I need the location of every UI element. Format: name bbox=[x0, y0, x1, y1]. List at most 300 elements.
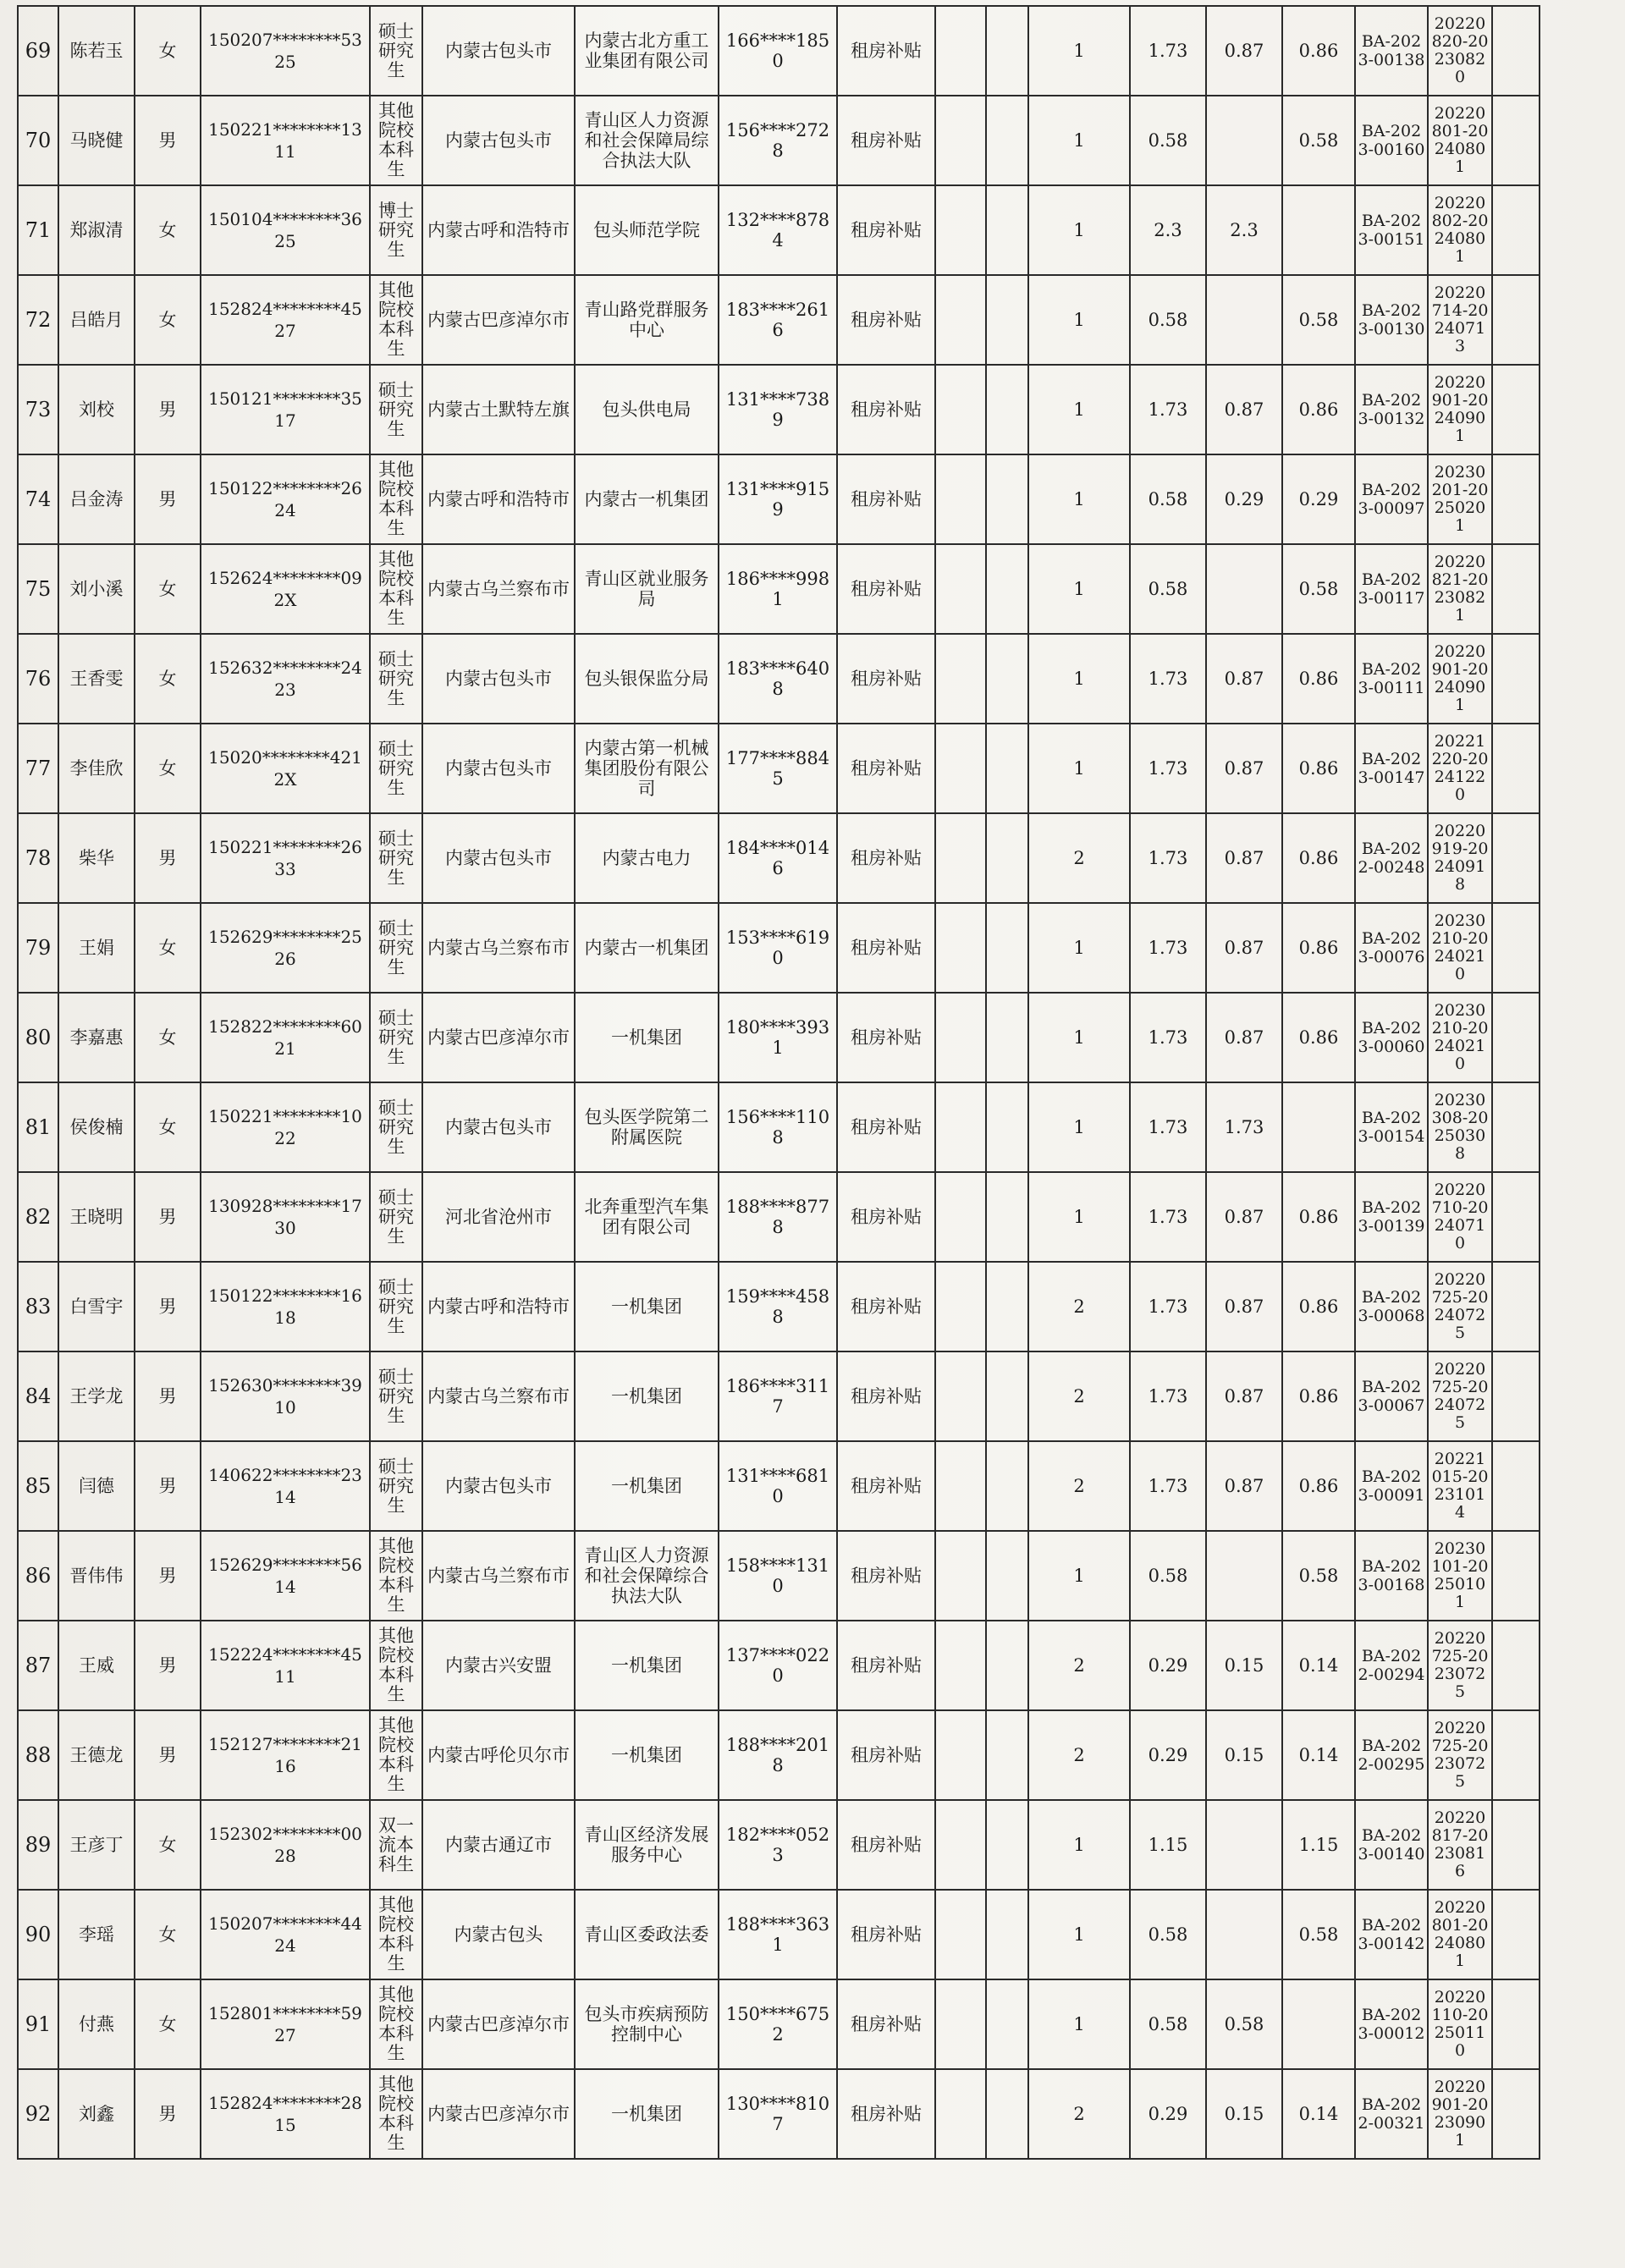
employer: 一机集团 bbox=[575, 993, 719, 1082]
blank-cell bbox=[935, 2069, 986, 2159]
employer: 青山区就业服务局 bbox=[575, 544, 719, 634]
employer: 包头市疾病预防控制中心 bbox=[575, 1979, 719, 2069]
blank-cell bbox=[935, 6, 986, 96]
subsidy-type: 租房补贴 bbox=[837, 96, 935, 185]
employer: 一机集团 bbox=[575, 1262, 719, 1351]
amount-first: 0.87 bbox=[1206, 1441, 1282, 1531]
phone-number: 131****6810 bbox=[719, 1441, 837, 1531]
applicant-name: 王晓明 bbox=[58, 1172, 135, 1262]
phone-number: 153****6190 bbox=[719, 903, 837, 993]
blank-cell bbox=[986, 1890, 1028, 1979]
employer: 青山区人力资源和社会保障综合执法大队 bbox=[575, 1531, 719, 1621]
total-amount: 1.73 bbox=[1130, 1172, 1206, 1262]
record-number: BA-2023-00111 bbox=[1355, 634, 1428, 724]
amount-first bbox=[1206, 1800, 1282, 1890]
subsidy-type: 租房补贴 bbox=[837, 1082, 935, 1172]
subsidy-type: 租房补贴 bbox=[837, 185, 935, 275]
blank-cell bbox=[935, 1441, 986, 1531]
total-amount: 1.73 bbox=[1130, 1351, 1206, 1441]
blank-cell bbox=[935, 185, 986, 275]
gender: 女 bbox=[135, 1979, 201, 2069]
subsidy-period: 20221220-20241220 bbox=[1428, 724, 1492, 813]
record-number: BA-2023-00067 bbox=[1355, 1351, 1428, 1441]
phone-number: 166****1850 bbox=[719, 6, 837, 96]
subsidy-period: 20220710-20240710 bbox=[1428, 1172, 1492, 1262]
blank-cell bbox=[1492, 993, 1540, 1082]
amount-second: 0.58 bbox=[1282, 1890, 1355, 1979]
employer: 包头供电局 bbox=[575, 365, 719, 454]
total-amount: 1.73 bbox=[1130, 1441, 1206, 1531]
phone-number: 159****4588 bbox=[719, 1262, 837, 1351]
table-row bbox=[18, 993, 1540, 1082]
amount-first: 0.58 bbox=[1206, 1979, 1282, 2069]
record-number: BA-2022-00294 bbox=[1355, 1621, 1428, 1710]
record-number: BA-2023-00154 bbox=[1355, 1082, 1428, 1172]
place-of-origin: 内蒙古包头市 bbox=[422, 96, 575, 185]
row-number: 75 bbox=[18, 544, 58, 634]
application-count: 2 bbox=[1028, 1621, 1130, 1710]
application-count: 1 bbox=[1028, 1979, 1130, 2069]
total-amount: 1.73 bbox=[1130, 6, 1206, 96]
total-amount: 1.73 bbox=[1130, 724, 1206, 813]
applicant-name: 王威 bbox=[58, 1621, 135, 1710]
subsidy-table bbox=[17, 5, 1540, 2160]
blank-cell bbox=[986, 454, 1028, 544]
row-number: 89 bbox=[18, 1800, 58, 1890]
blank-cell bbox=[1492, 1890, 1540, 1979]
application-count: 1 bbox=[1028, 6, 1130, 96]
blank-cell bbox=[935, 1172, 986, 1262]
blank-cell bbox=[1492, 6, 1540, 96]
amount-first: 0.87 bbox=[1206, 813, 1282, 903]
total-amount: 0.58 bbox=[1130, 544, 1206, 634]
employer: 一机集团 bbox=[575, 1441, 719, 1531]
education-level: 其他院校本科生 bbox=[370, 454, 422, 544]
amount-second bbox=[1282, 1082, 1355, 1172]
record-number: BA-2023-00117 bbox=[1355, 544, 1428, 634]
education-level: 其他院校本科生 bbox=[370, 275, 422, 365]
amount-second: 0.14 bbox=[1282, 1710, 1355, 1800]
id-number: 150207********4424 bbox=[201, 1890, 370, 1979]
phone-number: 177****8845 bbox=[719, 724, 837, 813]
applicant-name: 陈若玉 bbox=[58, 6, 135, 96]
gender: 男 bbox=[135, 1172, 201, 1262]
blank-cell bbox=[1492, 724, 1540, 813]
education-level: 其他院校本科生 bbox=[370, 1710, 422, 1800]
gender: 男 bbox=[135, 1531, 201, 1621]
blank-cell bbox=[935, 634, 986, 724]
row-number: 72 bbox=[18, 275, 58, 365]
total-amount: 0.29 bbox=[1130, 2069, 1206, 2159]
gender: 男 bbox=[135, 1441, 201, 1531]
blank-cell bbox=[986, 2069, 1028, 2159]
education-level: 硕士研究生 bbox=[370, 1082, 422, 1172]
education-level: 硕士研究生 bbox=[370, 6, 422, 96]
subsidy-type: 租房补贴 bbox=[837, 1441, 935, 1531]
application-count: 1 bbox=[1028, 275, 1130, 365]
blank-cell bbox=[986, 634, 1028, 724]
total-amount: 1.73 bbox=[1130, 1082, 1206, 1172]
total-amount: 1.15 bbox=[1130, 1800, 1206, 1890]
record-number: BA-2022-00295 bbox=[1355, 1710, 1428, 1800]
phone-number: 132****8784 bbox=[719, 185, 837, 275]
id-number: 150207********5325 bbox=[201, 6, 370, 96]
education-level: 双一流本科生 bbox=[370, 1800, 422, 1890]
education-level: 硕士研究生 bbox=[370, 1351, 422, 1441]
employer: 内蒙古一机集团 bbox=[575, 903, 719, 993]
application-count: 1 bbox=[1028, 185, 1130, 275]
phone-number: 156****2728 bbox=[719, 96, 837, 185]
table-body bbox=[18, 6, 1540, 2159]
subsidy-period: 20230308-20250308 bbox=[1428, 1082, 1492, 1172]
id-number: 152824********4527 bbox=[201, 275, 370, 365]
application-count: 1 bbox=[1028, 96, 1130, 185]
id-number: 150104********3625 bbox=[201, 185, 370, 275]
place-of-origin: 内蒙古包头市 bbox=[422, 1441, 575, 1531]
blank-cell bbox=[935, 544, 986, 634]
blank-cell bbox=[1492, 1800, 1540, 1890]
blank-cell bbox=[935, 275, 986, 365]
education-level: 其他院校本科生 bbox=[370, 544, 422, 634]
blank-cell bbox=[986, 1351, 1028, 1441]
subsidy-period: 20230210-20240210 bbox=[1428, 993, 1492, 1082]
id-number: 152629********2526 bbox=[201, 903, 370, 993]
id-number: 15020********4212X bbox=[201, 724, 370, 813]
subsidy-period: 20230201-20250201 bbox=[1428, 454, 1492, 544]
record-number: BA-2023-00012 bbox=[1355, 1979, 1428, 2069]
amount-first bbox=[1206, 96, 1282, 185]
amount-second: 0.86 bbox=[1282, 1262, 1355, 1351]
amount-first: 0.87 bbox=[1206, 365, 1282, 454]
gender: 女 bbox=[135, 993, 201, 1082]
amount-first bbox=[1206, 1890, 1282, 1979]
amount-first bbox=[1206, 1531, 1282, 1621]
subsidy-type: 租房补贴 bbox=[837, 1710, 935, 1800]
blank-cell bbox=[986, 903, 1028, 993]
row-number: 78 bbox=[18, 813, 58, 903]
employer: 包头师范学院 bbox=[575, 185, 719, 275]
employer: 包头医学院第二附属医院 bbox=[575, 1082, 719, 1172]
subsidy-type: 租房补贴 bbox=[837, 1800, 935, 1890]
application-count: 2 bbox=[1028, 1441, 1130, 1531]
table-row bbox=[18, 1172, 1540, 1262]
applicant-name: 吕金涛 bbox=[58, 454, 135, 544]
record-number: BA-2023-00138 bbox=[1355, 6, 1428, 96]
phone-number: 130****8107 bbox=[719, 2069, 837, 2159]
application-count: 1 bbox=[1028, 903, 1130, 993]
gender: 女 bbox=[135, 185, 201, 275]
record-number: BA-2023-00147 bbox=[1355, 724, 1428, 813]
blank-cell bbox=[986, 6, 1028, 96]
phone-number: 188****8778 bbox=[719, 1172, 837, 1262]
blank-cell bbox=[986, 544, 1028, 634]
employer: 内蒙古第一机械集团股份有限公司 bbox=[575, 724, 719, 813]
id-number: 152632********2423 bbox=[201, 634, 370, 724]
applicant-name: 李佳欣 bbox=[58, 724, 135, 813]
blank-cell bbox=[935, 903, 986, 993]
blank-cell bbox=[986, 1621, 1028, 1710]
blank-cell bbox=[1492, 903, 1540, 993]
amount-second: 0.86 bbox=[1282, 1441, 1355, 1531]
applicant-name: 王学龙 bbox=[58, 1351, 135, 1441]
record-number: BA-2023-00160 bbox=[1355, 96, 1428, 185]
total-amount: 0.29 bbox=[1130, 1621, 1206, 1710]
table-row bbox=[18, 1082, 1540, 1172]
gender: 女 bbox=[135, 1800, 201, 1890]
table-row bbox=[18, 1890, 1540, 1979]
application-count: 1 bbox=[1028, 1531, 1130, 1621]
blank-cell bbox=[986, 1710, 1028, 1800]
amount-first: 0.15 bbox=[1206, 1710, 1282, 1800]
table-row bbox=[18, 1531, 1540, 1621]
blank-cell bbox=[935, 813, 986, 903]
gender: 女 bbox=[135, 275, 201, 365]
subsidy-period: 20220802-20240801 bbox=[1428, 185, 1492, 275]
blank-cell bbox=[986, 1172, 1028, 1262]
amount-second: 0.86 bbox=[1282, 724, 1355, 813]
gender: 男 bbox=[135, 454, 201, 544]
amount-second: 0.86 bbox=[1282, 1172, 1355, 1262]
blank-cell bbox=[986, 96, 1028, 185]
phone-number: 186****3117 bbox=[719, 1351, 837, 1441]
applicant-name: 刘小溪 bbox=[58, 544, 135, 634]
subsidy-period: 20220725-20240725 bbox=[1428, 1262, 1492, 1351]
amount-second: 0.58 bbox=[1282, 1531, 1355, 1621]
place-of-origin: 内蒙古包头市 bbox=[422, 634, 575, 724]
total-amount: 2.3 bbox=[1130, 185, 1206, 275]
applicant-name: 郑淑清 bbox=[58, 185, 135, 275]
application-count: 1 bbox=[1028, 365, 1130, 454]
table-row bbox=[18, 903, 1540, 993]
row-number: 69 bbox=[18, 6, 58, 96]
amount-second: 0.86 bbox=[1282, 993, 1355, 1082]
record-number: BA-2023-00151 bbox=[1355, 185, 1428, 275]
phone-number: 186****9981 bbox=[719, 544, 837, 634]
table-row bbox=[18, 1800, 1540, 1890]
place-of-origin: 内蒙古兴安盟 bbox=[422, 1621, 575, 1710]
blank-cell bbox=[1492, 1710, 1540, 1800]
phone-number: 156****1108 bbox=[719, 1082, 837, 1172]
record-number: BA-2023-00139 bbox=[1355, 1172, 1428, 1262]
amount-first bbox=[1206, 544, 1282, 634]
education-level: 硕士研究生 bbox=[370, 813, 422, 903]
gender: 男 bbox=[135, 2069, 201, 2159]
education-level: 博士研究生 bbox=[370, 185, 422, 275]
employer: 青山区经济发展服务中心 bbox=[575, 1800, 719, 1890]
employer: 内蒙古电力 bbox=[575, 813, 719, 903]
subsidy-type: 租房补贴 bbox=[837, 275, 935, 365]
table-row bbox=[18, 1710, 1540, 1800]
education-level: 其他院校本科生 bbox=[370, 2069, 422, 2159]
phone-number: 182****0523 bbox=[719, 1800, 837, 1890]
subsidy-period: 20230101-20250101 bbox=[1428, 1531, 1492, 1621]
table-row bbox=[18, 1441, 1540, 1531]
row-number: 74 bbox=[18, 454, 58, 544]
total-amount: 0.58 bbox=[1130, 96, 1206, 185]
applicant-name: 白雪宇 bbox=[58, 1262, 135, 1351]
amount-first: 2.3 bbox=[1206, 185, 1282, 275]
total-amount: 1.73 bbox=[1130, 813, 1206, 903]
applicant-name: 侯俊楠 bbox=[58, 1082, 135, 1172]
row-number: 83 bbox=[18, 1262, 58, 1351]
education-level: 硕士研究生 bbox=[370, 903, 422, 993]
id-number: 152630********3910 bbox=[201, 1351, 370, 1441]
record-number: BA-2023-00068 bbox=[1355, 1262, 1428, 1351]
blank-cell bbox=[1492, 1082, 1540, 1172]
education-level: 其他院校本科生 bbox=[370, 1531, 422, 1621]
applicant-name: 王德龙 bbox=[58, 1710, 135, 1800]
blank-cell bbox=[1492, 1979, 1540, 2069]
subsidy-type: 租房补贴 bbox=[837, 365, 935, 454]
amount-second: 0.86 bbox=[1282, 365, 1355, 454]
employer: 一机集团 bbox=[575, 1351, 719, 1441]
subsidy-type: 租房补贴 bbox=[837, 1531, 935, 1621]
blank-cell bbox=[1492, 1262, 1540, 1351]
record-number: BA-2023-00060 bbox=[1355, 993, 1428, 1082]
education-level: 其他院校本科生 bbox=[370, 1890, 422, 1979]
blank-cell bbox=[1492, 365, 1540, 454]
id-number: 152224********4511 bbox=[201, 1621, 370, 1710]
place-of-origin: 河北省沧州市 bbox=[422, 1172, 575, 1262]
application-count: 1 bbox=[1028, 993, 1130, 1082]
gender: 女 bbox=[135, 6, 201, 96]
education-level: 其他院校本科生 bbox=[370, 96, 422, 185]
subsidy-period: 20230210-20240210 bbox=[1428, 903, 1492, 993]
id-number: 152127********2116 bbox=[201, 1710, 370, 1800]
blank-cell bbox=[986, 1531, 1028, 1621]
place-of-origin: 内蒙古巴彦淖尔市 bbox=[422, 275, 575, 365]
subsidy-period: 20220919-20240918 bbox=[1428, 813, 1492, 903]
applicant-name: 晋伟伟 bbox=[58, 1531, 135, 1621]
place-of-origin: 内蒙古巴彦淖尔市 bbox=[422, 993, 575, 1082]
amount-first: 0.87 bbox=[1206, 6, 1282, 96]
gender: 女 bbox=[135, 903, 201, 993]
blank-cell bbox=[986, 185, 1028, 275]
table-row bbox=[18, 1621, 1540, 1710]
id-number: 150221********1022 bbox=[201, 1082, 370, 1172]
application-count: 1 bbox=[1028, 454, 1130, 544]
subsidy-period: 20221015-20231014 bbox=[1428, 1441, 1492, 1531]
applicant-name: 吕皓月 bbox=[58, 275, 135, 365]
blank-cell bbox=[1492, 185, 1540, 275]
id-number: 152824********2815 bbox=[201, 2069, 370, 2159]
employer: 青山路党群服务中心 bbox=[575, 275, 719, 365]
row-number: 90 bbox=[18, 1890, 58, 1979]
blank-cell bbox=[935, 96, 986, 185]
total-amount: 0.58 bbox=[1130, 1890, 1206, 1979]
id-number: 152629********5614 bbox=[201, 1531, 370, 1621]
subsidy-type: 租房补贴 bbox=[837, 1172, 935, 1262]
row-number: 71 bbox=[18, 185, 58, 275]
amount-first: 0.87 bbox=[1206, 903, 1282, 993]
applicant-name: 付燕 bbox=[58, 1979, 135, 2069]
amount-second: 0.86 bbox=[1282, 813, 1355, 903]
applicant-name: 马晓健 bbox=[58, 96, 135, 185]
applicant-name: 李瑶 bbox=[58, 1890, 135, 1979]
gender: 男 bbox=[135, 1351, 201, 1441]
place-of-origin: 内蒙古呼和浩特市 bbox=[422, 185, 575, 275]
education-level: 硕士研究生 bbox=[370, 634, 422, 724]
employer: 一机集团 bbox=[575, 1710, 719, 1800]
education-level: 其他院校本科生 bbox=[370, 1979, 422, 2069]
blank-cell bbox=[1492, 1621, 1540, 1710]
place-of-origin: 内蒙古巴彦淖尔市 bbox=[422, 1979, 575, 2069]
amount-first: 0.87 bbox=[1206, 634, 1282, 724]
gender: 男 bbox=[135, 813, 201, 903]
id-number: 150122********2624 bbox=[201, 454, 370, 544]
gender: 男 bbox=[135, 365, 201, 454]
row-number: 92 bbox=[18, 2069, 58, 2159]
amount-second bbox=[1282, 1979, 1355, 2069]
blank-cell bbox=[1492, 1172, 1540, 1262]
amount-first: 0.15 bbox=[1206, 1621, 1282, 1710]
record-number: BA-2023-00091 bbox=[1355, 1441, 1428, 1531]
amount-second: 1.15 bbox=[1282, 1800, 1355, 1890]
subsidy-type: 租房补贴 bbox=[837, 1621, 935, 1710]
subsidy-type: 租房补贴 bbox=[837, 903, 935, 993]
applicant-name: 柴华 bbox=[58, 813, 135, 903]
place-of-origin: 内蒙古巴彦淖尔市 bbox=[422, 2069, 575, 2159]
blank-cell bbox=[935, 1531, 986, 1621]
employer: 包头银保监分局 bbox=[575, 634, 719, 724]
phone-number: 131****9159 bbox=[719, 454, 837, 544]
id-number: 150121********3517 bbox=[201, 365, 370, 454]
blank-cell bbox=[935, 1082, 986, 1172]
gender: 女 bbox=[135, 634, 201, 724]
subsidy-period: 20220820-20230820 bbox=[1428, 6, 1492, 96]
record-number: BA-2023-00132 bbox=[1355, 365, 1428, 454]
row-number: 84 bbox=[18, 1351, 58, 1441]
amount-first: 0.87 bbox=[1206, 724, 1282, 813]
place-of-origin: 内蒙古乌兰察布市 bbox=[422, 544, 575, 634]
total-amount: 1.73 bbox=[1130, 1262, 1206, 1351]
application-count: 1 bbox=[1028, 1800, 1130, 1890]
subsidy-type: 租房补贴 bbox=[837, 634, 935, 724]
total-amount: 0.58 bbox=[1130, 275, 1206, 365]
place-of-origin: 内蒙古呼伦贝尔市 bbox=[422, 1710, 575, 1800]
gender: 女 bbox=[135, 544, 201, 634]
place-of-origin: 内蒙古包头市 bbox=[422, 6, 575, 96]
subsidy-period: 20220817-20230816 bbox=[1428, 1800, 1492, 1890]
education-level: 硕士研究生 bbox=[370, 724, 422, 813]
amount-second: 0.86 bbox=[1282, 634, 1355, 724]
blank-cell bbox=[935, 1621, 986, 1710]
education-level: 硕士研究生 bbox=[370, 365, 422, 454]
record-number: BA-2023-00076 bbox=[1355, 903, 1428, 993]
place-of-origin: 内蒙古乌兰察布市 bbox=[422, 1531, 575, 1621]
blank-cell bbox=[1492, 1531, 1540, 1621]
employer: 青山区人力资源和社会保障局综合执法大队 bbox=[575, 96, 719, 185]
row-number: 80 bbox=[18, 993, 58, 1082]
total-amount: 0.29 bbox=[1130, 1710, 1206, 1800]
amount-second: 0.14 bbox=[1282, 2069, 1355, 2159]
gender: 女 bbox=[135, 1890, 201, 1979]
row-number: 86 bbox=[18, 1531, 58, 1621]
row-number: 70 bbox=[18, 96, 58, 185]
applicant-name: 刘鑫 bbox=[58, 2069, 135, 2159]
gender: 男 bbox=[135, 96, 201, 185]
id-number: 130928********1730 bbox=[201, 1172, 370, 1262]
applicant-name: 王香雯 bbox=[58, 634, 135, 724]
amount-first: 0.29 bbox=[1206, 454, 1282, 544]
blank-cell bbox=[1492, 544, 1540, 634]
blank-cell bbox=[986, 993, 1028, 1082]
table-row bbox=[18, 96, 1540, 185]
subsidy-period: 20220714-20240713 bbox=[1428, 275, 1492, 365]
blank-cell bbox=[986, 1800, 1028, 1890]
table-row bbox=[18, 1979, 1540, 2069]
phone-number: 150****6752 bbox=[719, 1979, 837, 2069]
